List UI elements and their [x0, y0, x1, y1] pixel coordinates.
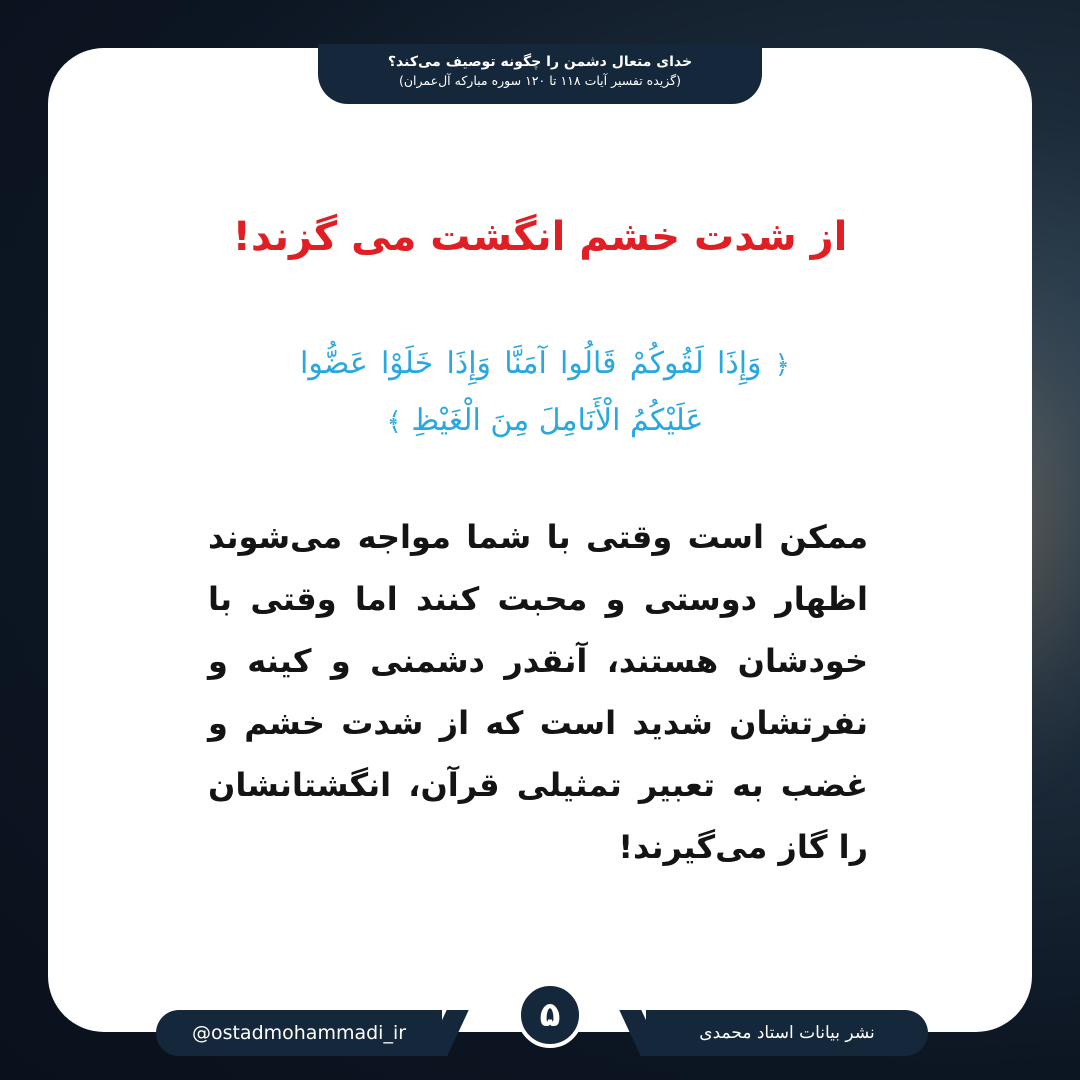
body-paragraph: ممکن است وقتی با شما مواجه می‌شوند اظهار دوستی و محبت کنند اما وقتی با خودشان هستند، آنقدر دشمنی و کینه و نفرتشان شدید است که از شدت خشم و غضب به تعبیر تمثیلی قرآن، انگشتانشان را گاز می‌گیرند! [208, 518, 868, 866]
header-title: خدای متعال دشمن را چگونه توصیف می‌کند؟ [387, 54, 693, 70]
verse-text: وَإِذَا لَقُوكُمْ قَالُوا آمَنَّا وَإِذَا خَلَوْا عَضُّوا عَلَيْكُمُ الْأَنَامِلَ مِنَ الْغَيْظِ [300, 346, 762, 438]
publisher-signature: نشر بیانات استاد محمدی [646, 1010, 928, 1056]
header-subtitle: (گزیده تفسیر آیات ۱۱۸ تا ۱۲۰ سوره مبارکه آل‌عمران) [398, 73, 681, 88]
header-banner [318, 44, 762, 104]
page-number-badge: ۵ [517, 982, 583, 1048]
social-handle: @ostadmohammadi_ir [156, 1010, 442, 1056]
verse-close-ornament: ﴾ [386, 407, 402, 437]
verse-open-ornament: ﴿ [774, 350, 790, 380]
page-heading: از شدت خشم انگشت می گزند! [232, 214, 848, 260]
quran-verse [300, 336, 790, 450]
